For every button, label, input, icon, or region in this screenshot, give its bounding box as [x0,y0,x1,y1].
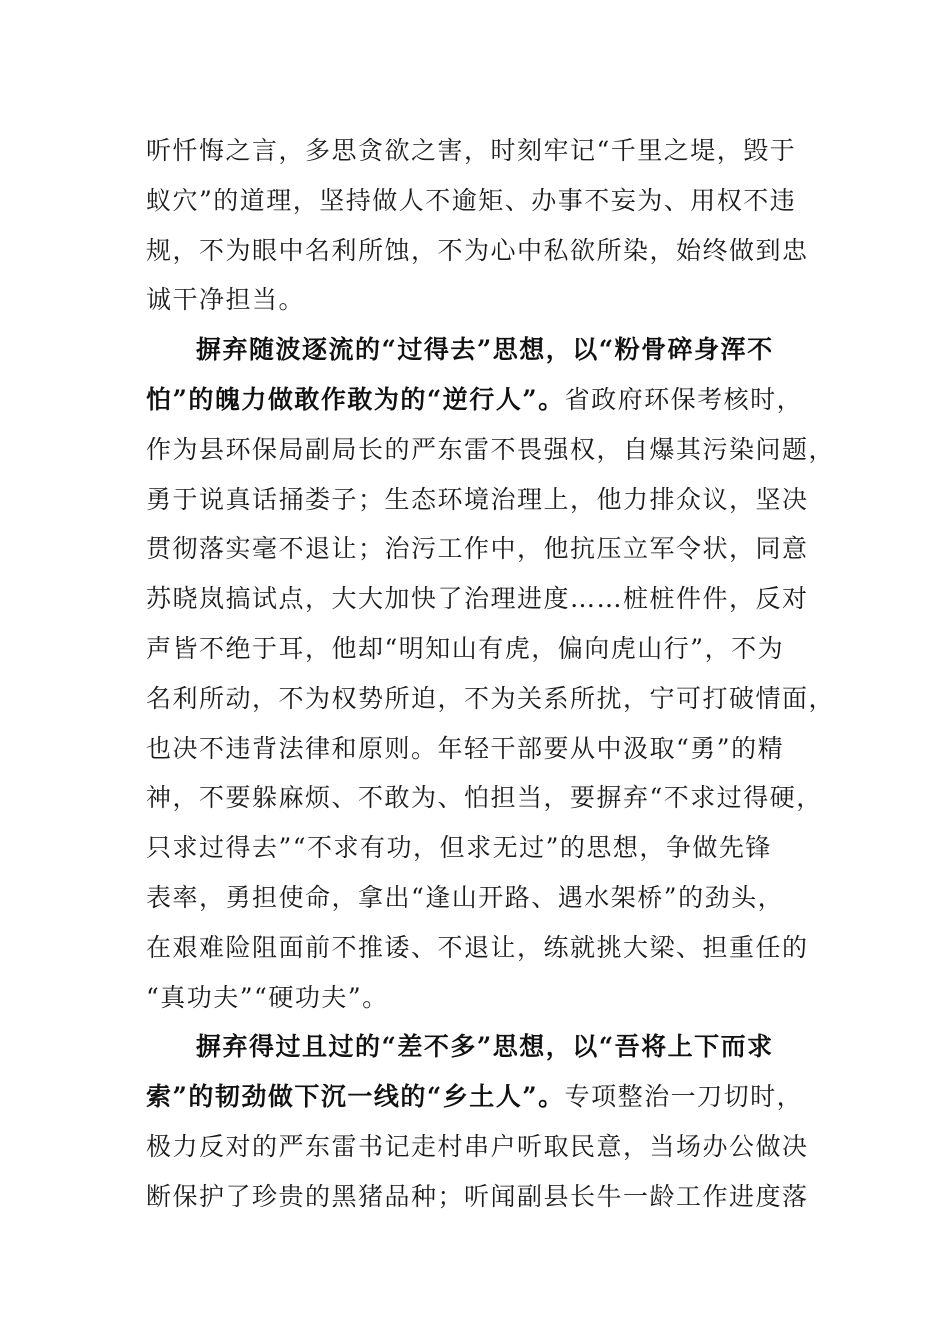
text-run: 名利所动，不为权势所迫，不为关系所扰，宁可打破情面， [146,683,836,713]
text-run: 声皆不绝于耳，他却“明知山有虎，偏向虎山行”，不为 [146,633,785,663]
text-line [146,873,806,923]
text-run: 诚干净担当。 [146,285,306,315]
bold-heading-run: 怕”的魄力做敢作敢为的“逆行人”。 [146,384,565,414]
text-run: 蚁穴”的道理，坚持做人不逾矩、办事不妄为、用权不违 [146,185,797,215]
text-line [146,1122,809,1172]
text-run: 规，不为眼中名利所蚀，不为心中私欲所染，始终做到忠 [146,235,809,265]
text-line [146,375,806,425]
bold-heading-run: 索”的韧劲做下沉一线的“乡土人”。 [146,1082,565,1112]
text-line [146,226,809,276]
text-run: 听忏悔之言，多思贪欲之害，时刻牢记“千里之堤，毁于 [146,136,797,165]
paragraph-2 [146,325,836,1022]
text-run: 作为县环保局副局长的严东雷不畏强权，自爆其污染问题， [146,434,836,464]
text-line [146,674,836,724]
text-run: 也决不违背法律和原则。年轻干部要从中汲取“勇”的精 [146,733,785,763]
text-run: 只求过得去”“不求有功，但求无过”的思想，争做先锋 [146,833,772,863]
text-line [146,823,806,873]
text-run: 断保护了珍贵的黑猪品种；听闻副县长牛一龄工作进度落 [146,1181,809,1211]
text-line [146,425,836,475]
text-line [146,624,806,674]
text-run: 勇于说真话捅娄子；生态环境治理上，他力排众议，坚决 [146,484,809,514]
text-line [146,923,809,973]
text-run: 在艰难险阻面前不推诿、不退让，练就挑大梁、担重任的 [146,932,809,962]
paragraph-1 [146,126,809,325]
text-run: 苏晓岚搞试点，大大加快了治理进度……桩桩件件，反对 [146,584,809,614]
text-line [146,475,809,525]
text-line [146,1072,806,1122]
bold-heading-run: 摒弃随波逐流的“过得去”思想，以“粉骨碎身浑不 [196,335,774,365]
text-line [146,574,809,624]
text-line [146,773,823,823]
text-run: 省政府环保考核时， [564,384,804,414]
text-line [146,724,806,774]
text-line [146,325,806,375]
paragraph-3 [146,1022,809,1221]
text-run: 表率，勇担使命，拿出“逢山开路、遇水架桥”的劲头， [146,882,785,912]
text-line [146,1172,809,1222]
text-run: 贯彻落实毫不退让；治污工作中，他抗压立军令状，同意 [146,534,809,564]
document-body [146,126,836,1222]
text-run: 极力反对的严东雷书记走村串户听取民意，当场办公做决 [146,1131,809,1161]
text-line [146,973,806,1023]
bold-heading-run: 摒弃得过且过的“差不多”思想，以“吾将上下而求 [196,1032,774,1062]
text-line [146,275,806,325]
text-run: 专项整治一刀切时， [564,1082,804,1112]
text-run: 神，不要躲麻烦、不敢为、怕担当，要摒弃“不求过得硬， [146,783,823,813]
text-line [146,176,806,226]
text-line [146,1022,806,1072]
text-line [146,126,806,176]
text-run: “真功夫”“硬功夫”。 [146,982,389,1012]
text-line [146,524,809,574]
